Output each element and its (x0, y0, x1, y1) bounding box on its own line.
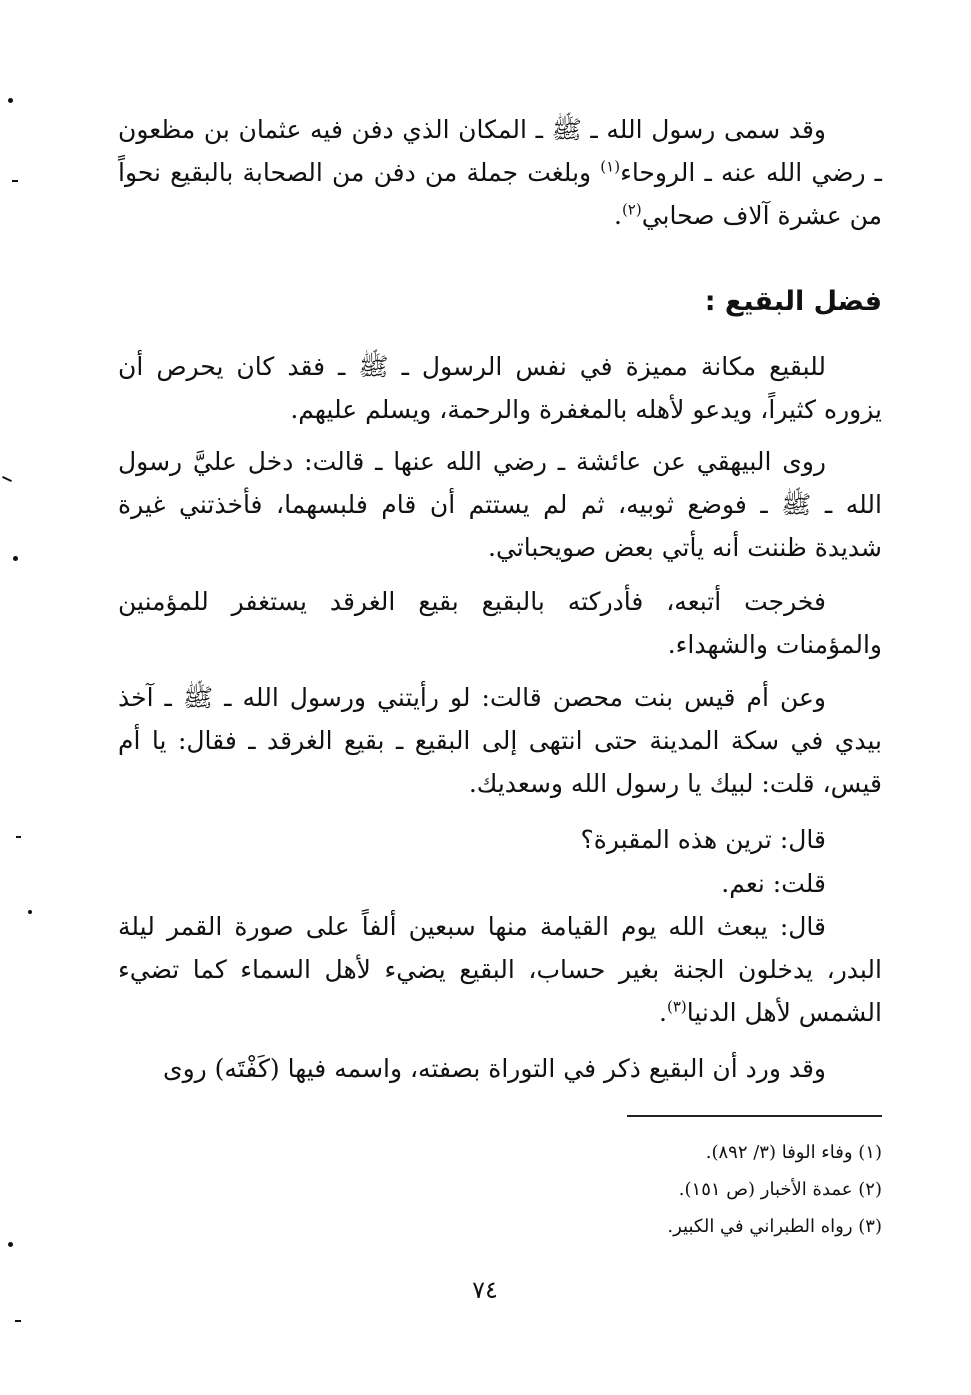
paragraph-baqi-status (118, 345, 882, 431)
paragraph-text: فخرجت أتبعه، فأدركته بالبقيع بقيع الغرقد يستغفر للمؤمنين والمؤمنات والشهداء. (118, 587, 882, 659)
paragraph-following (118, 580, 882, 666)
paragraph-text: قلت: نعم. (721, 869, 826, 898)
paragraph-umm-qays (118, 676, 882, 805)
paragraph-torah (118, 1047, 882, 1090)
paragraph-aisha-narration (118, 440, 882, 569)
scan-speck (16, 836, 21, 838)
scan-speck (28, 910, 32, 914)
paragraph-resurrection (118, 905, 882, 1034)
footnote-separator (627, 1115, 882, 1117)
scan-speck (2, 476, 12, 482)
footnote-2: (٢) عمدة الأخبار (ص ١٥١). (678, 1179, 882, 1200)
paragraph-al-rawha (118, 108, 882, 237)
page-number: ٧٤ (472, 1276, 498, 1304)
scan-speck (8, 1242, 13, 1247)
paragraph-text: وقد سمى رسول الله ـ ﷺ ـ المكان الذي دفن فيه عثمان بن مظعون ـ رضي الله عنه ـ الروحاء (118, 115, 882, 187)
footnote-ref-1: (١) (600, 157, 621, 176)
footnote-1: (١) وفاء الوفا (٣/ ٨٩٢). (705, 1142, 882, 1163)
scan-speck (13, 556, 18, 561)
paragraph-text: روى البيهقي عن عائشة ـ رضي الله عنها ـ قالت: دخل عليَّ رسول الله ـ ﷺ ـ فوضع ثوبيه، ثم لم يستتم أن قام فلبسهما، فأخذتني غيرة شديدة ظننت أنه يأتي بعض صويحباتي. (118, 447, 882, 562)
paragraph-question (118, 818, 882, 861)
footnote-ref-3: (٣) (666, 997, 687, 1016)
paragraph-answer (118, 862, 882, 905)
paragraph-text: للبقيع مكانة مميزة في نفس الرسول ـ ﷺ ـ فقد كان يحرص أن يزوره كثيراً، ويدعو لأهله بالمغفرة والرحمة، ويسلم عليهم. (118, 352, 882, 424)
paragraph-text: وقد ورد أن البقيع ذكر في التوراة بصفته، واسمه فيها (كَفْتَه) روى (163, 1054, 826, 1083)
scan-speck (12, 180, 18, 182)
scan-speck (8, 98, 13, 103)
section-heading: فضل البقيع : (704, 286, 882, 317)
paragraph-text: وبلغت جملة من دفن من الصحابة بالبقيع نحواً من عشرة آلاف صحابي (118, 158, 882, 230)
paragraph-text: . (659, 998, 667, 1027)
scan-speck (15, 1320, 21, 1322)
paragraph-text: وعن أم قيس بنت محصن قالت: لو رأيتني ورسول الله ـ ﷺ ـ آخذ بيدي في سكة المدينة حتى انتهى إلى البقيع ـ بقيع الغرقد ـ فقال: يا أم قيس، قلت: لبيك يا رسول الله وسعديك. (118, 683, 882, 798)
footnote-3: (٣) رواه الطبراني في الكبير. (667, 1216, 882, 1237)
footnote-ref-2: (٢) (621, 200, 642, 219)
paragraph-text: قال: ترين هذه المقبرة؟ (580, 825, 826, 854)
paragraph-text: . (613, 201, 622, 230)
paragraph-text: قال: يبعث الله يوم القيامة منها سبعين ألفاً على صورة القمر ليلة البدر، يدخلون الجنة بغير حساب، البقيع يضيء لأهل السماء كما تضيء الشمس لأهل الدنيا (118, 912, 882, 1027)
footnotes (118, 1134, 882, 1245)
